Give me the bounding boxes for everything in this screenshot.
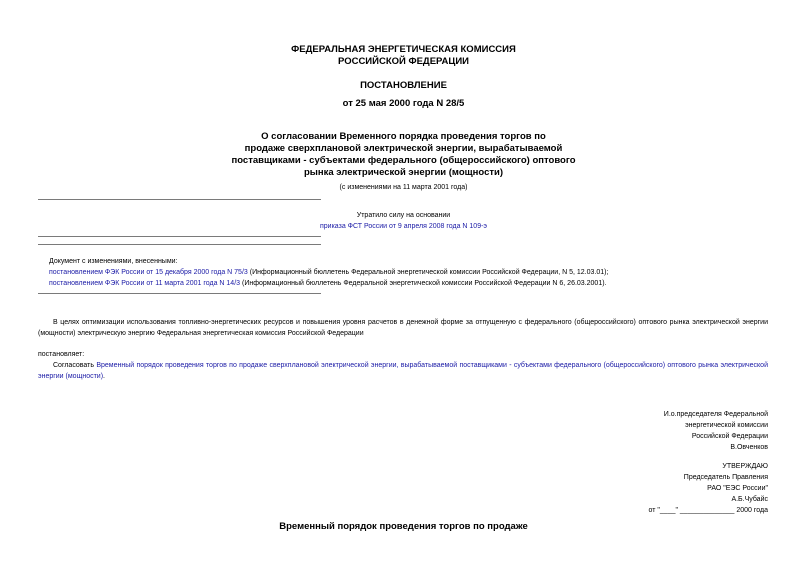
amendment-note-1: (Информационный бюллетень Федеральной энергетической комиссии Российской Федерации, N 5, 12.03.01); <box>247 269 609 276</box>
agree-prefix: Согласовать <box>53 362 97 369</box>
amendment-link-1[interactable]: постановлением ФЭК России от 15 декабря 2000 года N 75/3 <box>49 269 248 276</box>
preamble-paragraph: В целях оптимизации использования топливно-энергетических ресурсов и повышения уровня расчетов в денежной форме за отпущенную с федерального (общероссийского) оптового рынка электрической энергии (мощности) электрическую энергию Федеральная энергетическая комиссия Российской Федерации <box>38 319 768 337</box>
doc-type: ПОСТАНОВЛЕНИЕ <box>360 80 447 91</box>
next-section-heading: Временный порядок проведения торгов по продаже <box>279 521 528 532</box>
doc-title-line2: продаже сверхплановой электрической энергии, вырабатываемой <box>244 143 563 154</box>
doc-title-line3: поставщиками - субъектами федерального (общероссийского) оптового <box>231 155 576 166</box>
approval-title-line1: Председатель Правления <box>683 474 768 481</box>
doc-date: от 25 мая 2000 года N 28/5 <box>342 98 465 109</box>
amendments-intro: Документ с изменениями, внесенными: <box>49 258 178 265</box>
signature-title-line1: И.о.председателя Федеральной <box>663 411 768 418</box>
approval-date: от "____" ______________ 2000 года <box>648 507 768 514</box>
doc-title-line1: О согласовании Временного порядка проведения торгов по <box>261 131 546 142</box>
agree-paragraph <box>38 361 768 382</box>
invalidation-row <box>0 222 807 232</box>
approval-heading: УТВЕРЖДАЮ <box>722 463 768 470</box>
agree-suffix: . <box>103 372 105 380</box>
resolves-text: постановляет: <box>38 351 85 358</box>
divider <box>38 236 321 237</box>
doc-title-line4: рынка электрической энергии (мощности) <box>303 167 504 178</box>
signature-name: В.Овченков <box>730 444 768 451</box>
signature-title-line2: энергетической комиссии <box>685 422 768 429</box>
amendment-note-2: (Информационный бюллетень Федеральной энергетической комиссии Российской Федерации N 6, 26.03.2001). <box>240 280 607 287</box>
divider <box>38 244 321 245</box>
signature-title-line3: Российской Федерации <box>691 433 768 440</box>
invalidation-link[interactable]: приказа ФСТ России от 9 апреля 2008 года N 109-э <box>319 223 487 230</box>
org-name-line2: РОССИЙСКОЙ ФЕДЕРАЦИИ <box>337 56 469 67</box>
divider <box>38 293 321 294</box>
approval-title-line2: РАО "ЕЭС России" <box>707 485 768 492</box>
org-name-line1: ФЕДЕРАЛЬНАЯ ЭНЕРГЕТИЧЕСКАЯ КОМИССИЯ <box>291 44 516 55</box>
amendment-link-2[interactable]: постановлением ФЭК России от 11 марта 2001 года N 14/3 <box>49 280 241 287</box>
invalidation-text: Утратило силу на основании <box>356 212 451 219</box>
approval-name: А.Б.Чубайс <box>731 496 768 503</box>
divider <box>38 199 321 200</box>
amendment-item-2 <box>49 279 607 289</box>
amendment-item-1 <box>49 268 608 278</box>
agree-link[interactable]: Временный порядок проведения торгов по продаже сверхплановой электрической энергии, вырабатываемой поставщиками - субъектами федерального (общероссийского) оптового рынка электрической энергии (мощности) <box>38 362 768 380</box>
changes-note: (с изменениями на 11 марта 2001 года) <box>339 184 468 191</box>
